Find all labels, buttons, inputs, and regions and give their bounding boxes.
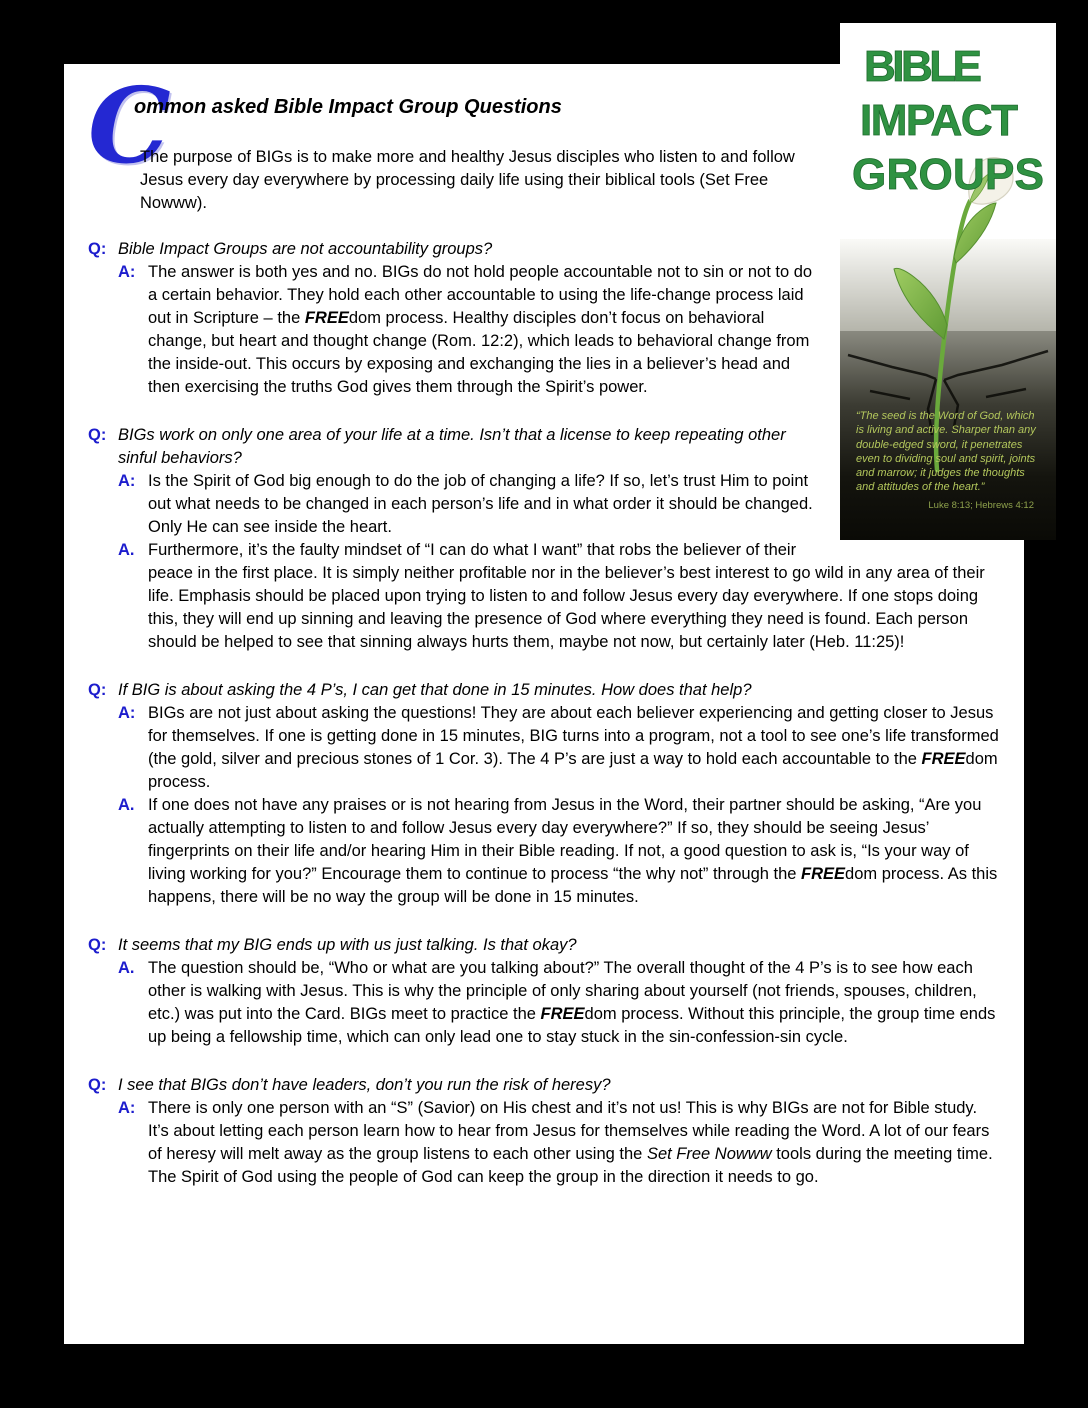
a-marker: A:: [118, 704, 136, 722]
answer-segment: FREE: [801, 865, 846, 883]
a-marker: A.: [118, 796, 135, 814]
q-marker: Q:: [88, 936, 107, 954]
q-marker: Q:: [88, 1076, 107, 1094]
logo-line-groups: GROUPS: [852, 150, 1044, 199]
answer-segment: FREE: [921, 750, 966, 768]
question-text: It seems that my BIG ends up with us just talking. Is that okay?: [118, 936, 577, 954]
answer-row: [118, 957, 1000, 1049]
answer-segment: The question should be, “Who or what are you talking about?” The overall thought of the 4 P’s is to see how each other is walking with Jesus. This is why the principle of only sharing about yourself (not friends, spouses, children, etc.) was put into the Card. BIGs meet to practice the: [148, 959, 977, 1023]
qa-item: [88, 679, 1000, 909]
a-marker: A:: [118, 263, 136, 281]
a-marker: A:: [118, 472, 136, 490]
answer-segment: FREE: [540, 1005, 585, 1023]
answer-row: [118, 1097, 1000, 1189]
question-text: I see that BIGs don’t have leaders, don’t you run the risk of heresy?: [118, 1076, 611, 1094]
drop-cap: C: [88, 64, 171, 187]
answer-text: [148, 796, 997, 906]
title-block: [88, 64, 1000, 238]
answer-segment: tools during the meeting time. The Spirit of God using the people of God can keep the group in the direction it needs to go.: [148, 1145, 993, 1186]
answer-segment: Set Free Nowww: [646, 1145, 772, 1163]
answer-segment: BIGs are not just about asking the questions! They are about each believer experiencing and getting closer to Jesus for themselves. If one is getting done in 15 minutes, BIG turns into a program, not a tool to see one’s life transformed (the gold, silver and precious stones of 1 Cor. 3). The 4 P’s are just a way to hold each accountable to the: [148, 704, 999, 768]
a-marker: A:: [118, 1099, 136, 1117]
question-row: [88, 1074, 1000, 1097]
q-marker: Q:: [88, 681, 107, 699]
answer-segment: dom process.: [148, 750, 998, 791]
logo-line-bible: BIBLE: [864, 42, 982, 91]
logo-line-impact: IMPACT: [860, 96, 1018, 145]
answer-text: [148, 704, 999, 791]
answer-segment: Furthermore, it’s the faulty mindset of “I can do what I want” that robs the believer of their peace in the first place. It is simply neither profitable nor in the believer’s best interest to go wild in any area of their life. Emphasis should be placed upon trying to listen to and follow Jesus every day everywhere. If one stops doing this, they will end up sinning and leaving the presence of God where everything they need is found. Each person should be helped to see that sinning always hurts them, maybe not now, but certainly later (Heb. 11:25)!: [148, 541, 985, 651]
intro-paragraph: The purpose of BIGs is to make more and healthy Jesus disciples who listen to and follow Jesus every day everywhere by processing daily life using their biblical tools (Set Free Nowww).: [140, 148, 795, 212]
answer-row: [118, 794, 1000, 909]
question-row: [88, 679, 1000, 702]
page-title: ommon asked Bible Impact Group Questions: [134, 96, 562, 118]
answer-segment: Is the Spirit of God big enough to do the job of changing a life? If so, let’s trust Him to point out what needs to be changed in each person’s life and in what order it should be changed. Only He can see inside the heart.: [148, 472, 813, 536]
question-text: If BIG is about asking the 4 P’s, I can get that done in 15 minutes. How does that help?: [118, 681, 752, 699]
answer-text: [148, 1099, 993, 1186]
answer-row: [118, 702, 1000, 794]
answer-text: [148, 959, 995, 1046]
answer-text: [148, 472, 813, 536]
answer-text: [148, 541, 985, 651]
scripture-quote-block: [856, 409, 1040, 512]
q-marker: Q:: [88, 240, 107, 258]
answer-segment: dom process. Without this principle, the group time ends up being a fellowship time, which can only lead one to stay stuck in the sin-confession-sin cycle.: [148, 1005, 996, 1046]
answer-segment: There is only one person with an “S” (Savior) on His chest and it’s not us! This is why BIGs are not for Bible study. It’s about letting each person learn how to hear from Jesus for themselves while reading the Word. A lot of our fears of heresy will melt away as the group listens to each other using the: [148, 1099, 990, 1163]
answer-segment: dom process. Healthy disciples don’t focus on behavioral change, but heart and thought change (Rom. 12:2), which leads to behavioral change from the inside-out. This occurs by exposing and exchanging the lies in a believer’s head and then exercising the truths God gives them through the Spirit’s power.: [148, 309, 810, 396]
answer-text: [148, 263, 812, 396]
question-text: BIGs work on only one area of your life at a time. Isn’t that a license to keep repeating other sinful behaviors?: [118, 426, 786, 467]
qa-item: [88, 934, 1000, 1049]
question-row: [88, 934, 1000, 957]
q-marker: Q:: [88, 426, 107, 444]
question-text: Bible Impact Groups are not accountability groups?: [118, 240, 493, 258]
a-marker: A.: [118, 959, 135, 977]
answer-segment: dom process. As this happens, there will be no way the group will be done in 15 minutes.: [148, 865, 998, 906]
a-marker: A.: [118, 541, 135, 559]
scripture-quote: “The seed is the Word of God, which is living and active. Sharper than any double-edged sword, it penetrates even to dividing soul and spirit, joints and marrow; it judges the thoughts and attitudes of the heart.”: [856, 410, 1036, 494]
answer-segment: If one does not have any praises or is not hearing from Jesus in the Word, their partner should be asking, “Are you actually attempting to listen to and follow Jesus every day everywhere?” If so, they should be seeing Jesus’ fingerprints on their life and/or hearing Him in their Bible reading. If not, a good question to ask is, “Is your way of living working for you?” Encourage them to continue to process “the why not” through the: [148, 796, 982, 883]
answer-row: [118, 539, 1000, 654]
qa-item: [88, 1074, 1000, 1189]
scripture-citation: Luke 8:13; Hebrews 4:12: [928, 499, 1034, 511]
answer-segment: FREE: [304, 309, 349, 327]
document-page: [64, 42, 1044, 1344]
answer-segment: The answer is both yes and no. BIGs do not hold people accountable not to sin or not to do a certain behavior. They hold each other accountable to using the life-change process laid out in Scripture – the: [148, 263, 813, 327]
